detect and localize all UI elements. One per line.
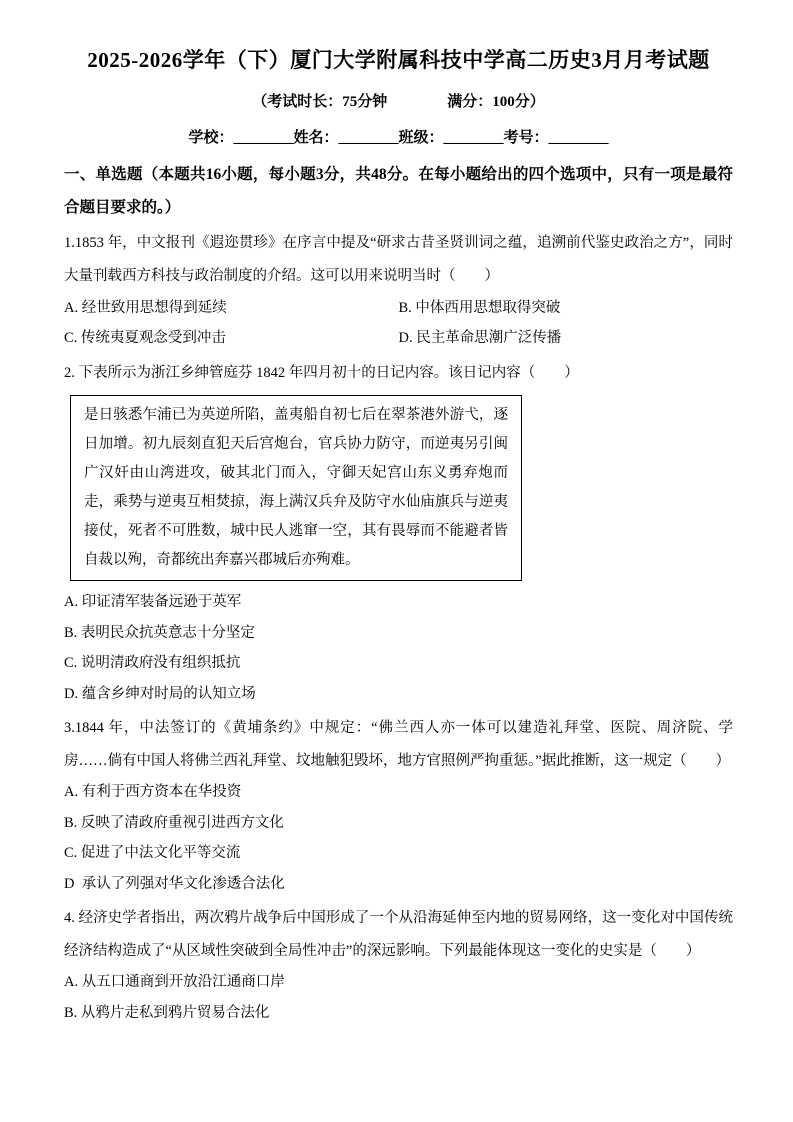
question-4-option-b: B. 从鸦片走私到鸦片贸易合法化 — [64, 1004, 270, 1021]
question-1-option-d: D. 民主革命思潮广泛传播 — [398, 330, 562, 347]
question-4-stem: 4. 经济史学者指出，两次鸦片战争后中国形成了一个从沿海延伸至内地的贸易网络，这一变化对中国传统经济结构造成了“从区域性突破到全局性冲击”的深远影响。下列最能体现这一变化的史实是（ ） — [64, 909, 733, 959]
exam-title: 2025-2026学年（下）厦门大学附属科技中学高二历史3月月考试题 — [87, 48, 710, 72]
class-label: 班级： — [398, 130, 444, 147]
question-1-options-row-1 — [64, 293, 733, 323]
question-3-stem: 3.1844 年，中法签订的《黄埔条约》中规定：“佛兰西人亦一体可以建造礼拜堂、医院、周济院、学房……倘有中国人将佛兰西礼拜堂、坟地触犯毁坏，地方官照例严拘重惩。”据此推断，这一规定（ ） — [64, 719, 733, 769]
diary-excerpt-box — [70, 395, 522, 581]
question-2-option-b: B. 表明民众抗英意志十分坚定 — [64, 624, 255, 641]
question-3-option-a: A. 有利于西方资本在华投资 — [64, 784, 242, 801]
question-1-options-row-2 — [64, 323, 733, 353]
class-blank: ________ — [443, 130, 504, 147]
school-blank: ________ — [233, 130, 294, 147]
question-3-option-b: B. 反映了清政府重视引进西方文化 — [64, 814, 284, 831]
question-2-stem: 2. 下表所示为浙江乡绅管庭芬 1842 年四月初十的日记内容。该日记内容（ ） — [64, 364, 579, 381]
question-1-option-a: A. 经世致用思想得到延续 — [64, 299, 227, 316]
question-2-option-a: A. 印证清军装备远逊于英军 — [64, 594, 242, 611]
school-label: 学校： — [188, 130, 234, 147]
name-blank: ________ — [338, 130, 399, 147]
section-one-heading: 一、单选题（本题共16小题，每小题3分，共48分。在每小题给出的四个选项中，只有一项是最符合题目要求的。） — [64, 166, 733, 216]
question-3-option-d: D 承认了列强对华文化渗透合法化 — [64, 875, 285, 892]
question-2-option-c: C. 说明清政府没有组织抵抗 — [64, 655, 241, 672]
question-4 — [64, 902, 733, 1028]
name-label: 姓名： — [293, 130, 339, 147]
question-1 — [64, 227, 733, 353]
question-1-option-b: B. 中体西用思想取得突破 — [398, 299, 561, 316]
question-2 — [64, 357, 733, 709]
diary-excerpt-text: 是日骇悉乍浦已为英逆所陷，盖夷船自初七后在翠茶港外游弋，逐日加增。初九辰刻直犯天后宫炮台，官兵协力防守，而逆夷另引闽广汉奸由山湾进攻，破其北门而入，守御天妃宫山东义勇弃炮而走，乘势与逆夷互相焚掠，海上满汉兵弁及防守水仙庙旗兵与逆夷接仗，死者不可胜数，城中民人逃窜一空，其有畏辱而不能避者皆自裁以殉，奇都统出奔嘉兴郡城后亦殉难。 — [84, 407, 508, 569]
question-1-option-c: C. 传统夷夏观念受到冲击 — [64, 330, 226, 347]
question-1-stem: 1.1853 年，中文报刊《遐迩贯珍》在序言中提及“研求古昔圣贤训词之蕴，追溯前代鉴史政治之方”，同时大量刊载西方科技与政治制度的介绍。这可以用来说明当时（ ） — [64, 235, 733, 285]
exam-subtitle: （考试时长：75分钟 满分：100分） — [252, 94, 545, 111]
student-info-line — [64, 126, 733, 147]
question-2-option-d: D. 蕴含乡绅对时局的认知立场 — [64, 685, 256, 702]
question-3 — [64, 712, 733, 899]
question-3-option-c: C. 促进了中法文化平等交流 — [64, 845, 241, 862]
exam-no-blank: ________ — [548, 130, 609, 147]
exam-no-label: 考号： — [503, 130, 549, 147]
question-4-option-a: A. 从五口通商到开放沿江通商口岸 — [64, 974, 285, 991]
